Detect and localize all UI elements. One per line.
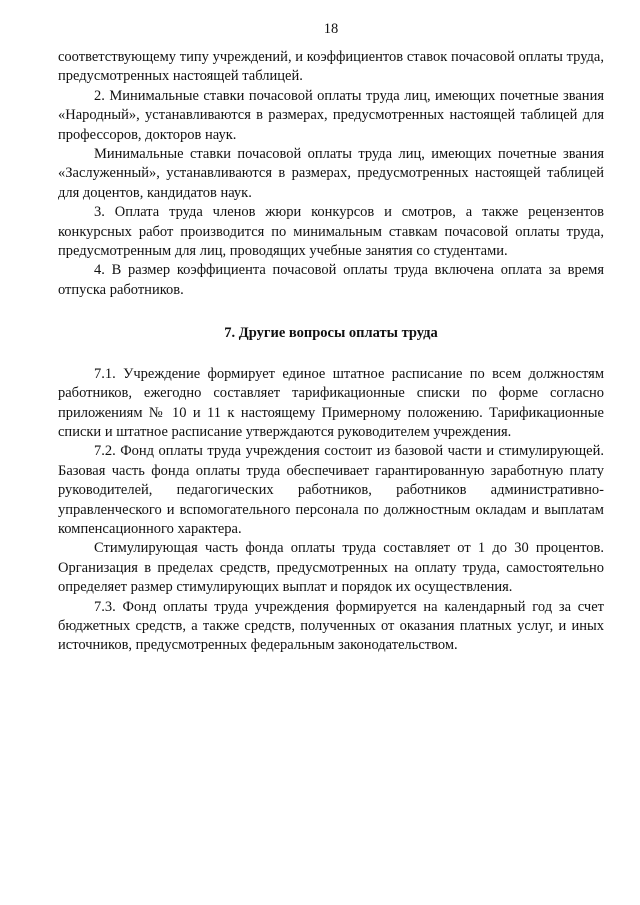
paragraph-item-4: 4. В размер коэффициента почасовой оплаты труда включена оплата за время отпуска работников. <box>58 262 604 298</box>
page-number: 18 <box>323 21 339 37</box>
document-body <box>58 48 604 656</box>
section-heading: 7. Другие вопросы оплаты труда <box>224 325 438 342</box>
paragraph-continuation: соответствующему типу учреждений, и коэффициентов ставок почасовой оплаты труда, предусмотренных настоящей таблицей. <box>58 49 604 85</box>
paragraph-7-3: 7.3. Фонд оплаты труда учреждения формируется на календарный год за счет бюджетных средств, а также средств, полученных от оказания платных услуг, и иных источников, предусмотренных федеральным законодательством. <box>58 598 604 654</box>
paragraph-item-3: 3. Оплата труда членов жюри конкурсов и смотров, а также рецензентов конкурсных работ производится по минимальным ставкам почасовой оплаты труда, предусмотренным для лиц, проводящих учебные занятия со студентами. <box>58 204 604 260</box>
paragraph-7-1: 7.1. Учреждение формирует единое штатное расписание по всем должностям работников, ежегодно составляет тарификационные списки по форме согласно приложениям № 10 и 11 к настоящему Примерному положению. Тарификационные списки и штатное расписание утверждаются руководителем учреждения. <box>58 365 604 440</box>
paragraph-honored-title: Минимальные ставки почасовой оплаты труда лиц, имеющих почетные звания «Заслуженный», устанавливаются в размерах, предусмотренных настоящей таблицей для доцентов, кандидатов наук. <box>58 146 604 201</box>
paragraph-7-2: 7.2. Фонд оплаты труда учреждения состоит из базовой части и стимулирующей. Базовая часть фонда оплаты труда обеспечивает гарантированную заработную плату руководителей, педагогических работников, работников административно-управленческого и вспомогательного персонала по должностным окладам и выплатам компенсационного характера. <box>58 443 604 537</box>
paragraph-item-2: 2. Минимальные ставки почасовой оплаты труда лиц, имеющих почетные звания «Народный», устанавливаются в размерах, предусмотренных настоящей таблицей для профессоров, докторов наук. <box>58 87 604 143</box>
paragraph-stimulating-part: Стимулирующая часть фонда оплаты труда составляет от 1 до 30 процентов. Организация в пределах средств, предусмотренных на оплату труда, самостоятельно определяет размер стимулирующих выплат и порядок их осуществления. <box>58 540 604 596</box>
